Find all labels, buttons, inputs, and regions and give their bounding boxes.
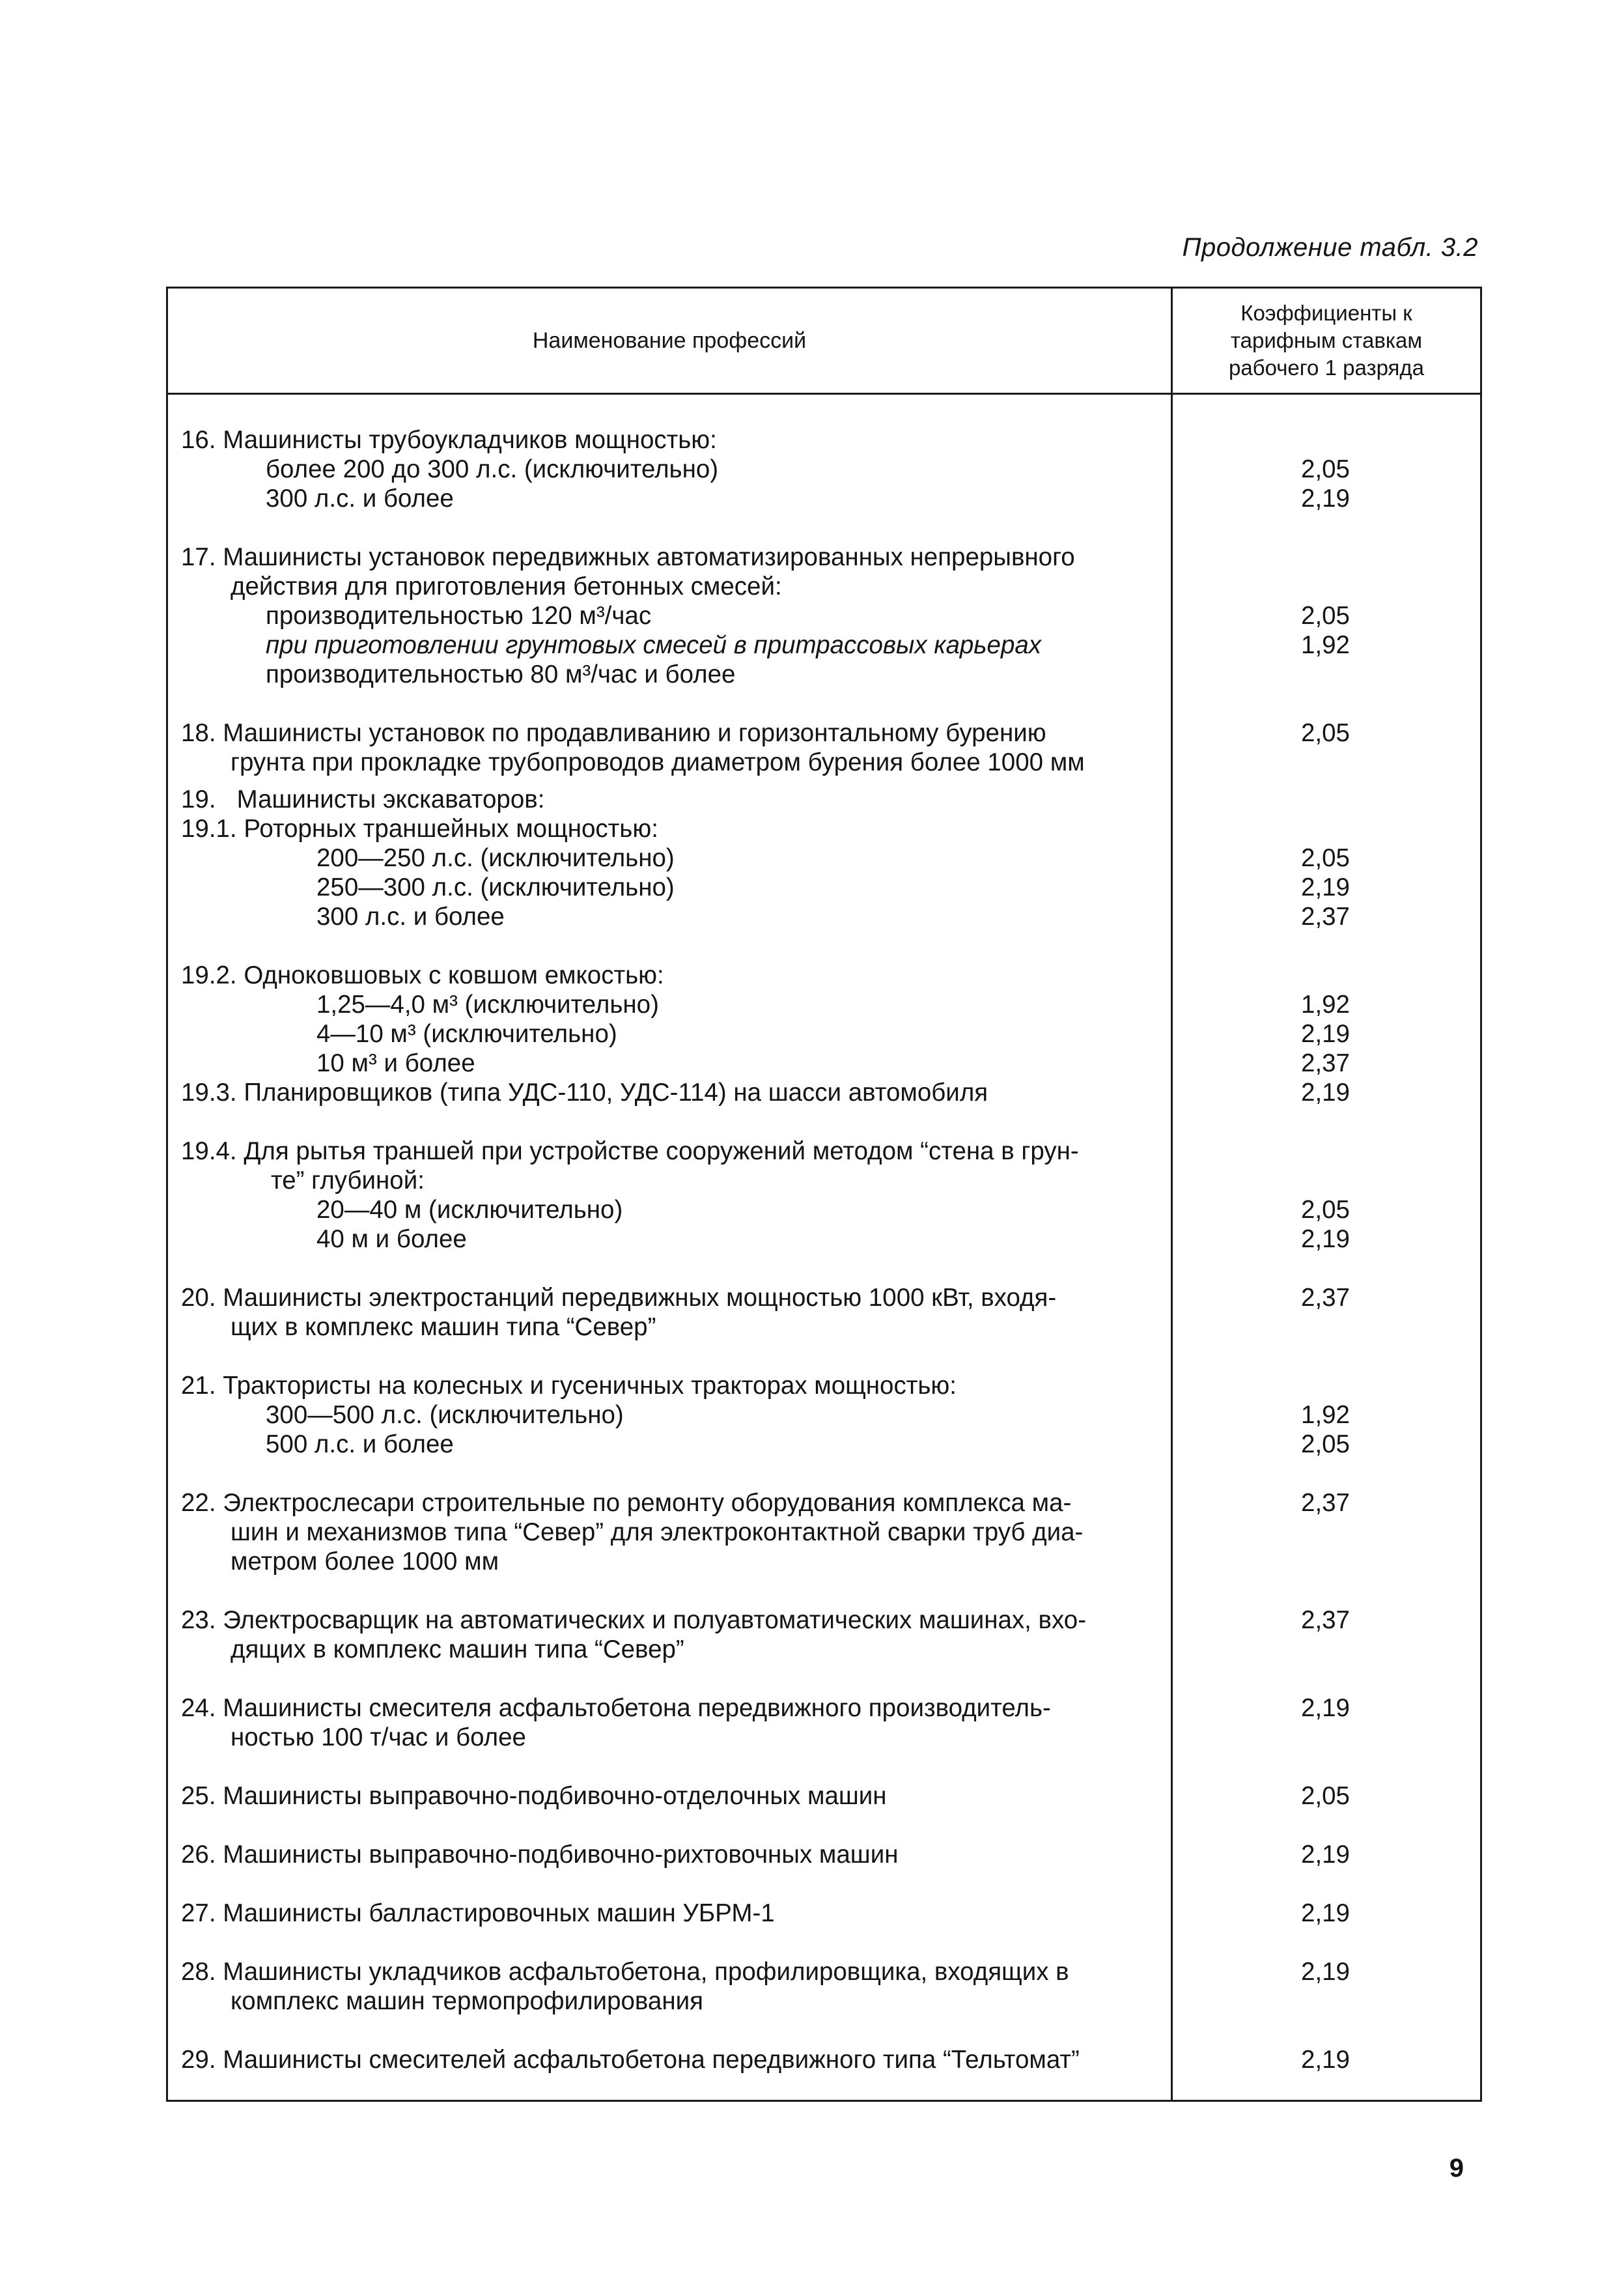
row-line (168, 1840, 1480, 1869)
profession-text (168, 1166, 1171, 1195)
row-line (168, 2045, 1480, 2074)
row-line (168, 1547, 1480, 1576)
coefficient-value (1171, 785, 1480, 814)
item-number: 19.4. (181, 1137, 244, 1165)
item-text: Машинисты электростанций передвижных мощностью 1000 кВт, входя- (223, 1284, 1057, 1312)
item-text: ностью 100 т/час и более (231, 1723, 526, 1751)
row-line (168, 961, 1480, 990)
profession-text (168, 843, 1171, 873)
item-text: 500 л.с. и более (266, 1430, 454, 1458)
row-line (168, 1430, 1480, 1459)
coefficient-value (1171, 748, 1480, 777)
coefficient-value: 2,37 (1301, 1049, 1350, 1077)
profession-text (168, 425, 1171, 455)
coefficient-value (1171, 1166, 1480, 1195)
item-number: 21. (181, 1372, 223, 1400)
item-text: Электрослесари строительные по ремонту оборудования комплекса ма- (223, 1489, 1072, 1517)
item-text: Электросварщик на автоматических и полуавтоматических машинах, вхо- (223, 1606, 1087, 1634)
row-line (168, 1957, 1480, 1986)
item-number: 17. (181, 543, 223, 571)
item-number: 19.3. (181, 1079, 244, 1107)
item-text: Трактористы на колесных и гусеничных тракторах мощностью: (223, 1372, 957, 1400)
item-text: 20—40 м (исключительно) (316, 1196, 623, 1224)
coefficient-value: 2,19 (1301, 873, 1350, 901)
profession-text (168, 1899, 1171, 1928)
profession-text (168, 1723, 1171, 1752)
coefficient-value: 2,37 (1301, 1606, 1350, 1634)
item-number: 27. (181, 1899, 223, 1927)
item-number: 19. (181, 785, 237, 813)
coefficient-value: 2,05 (1301, 1430, 1350, 1458)
column-header-coefficients-line-3: рабочего 1 разряда (1228, 356, 1425, 380)
item-text: метром более 1000 мм (231, 1548, 499, 1576)
coefficient-value: 2,19 (1301, 2046, 1350, 2074)
item-number: 28. (181, 1958, 223, 1986)
item-text: 300—500 л.с. (исключительно) (266, 1401, 624, 1429)
profession-text (168, 1605, 1171, 1635)
row-line (168, 902, 1480, 931)
profession-text (168, 990, 1171, 1019)
table-row (168, 1488, 1480, 1576)
profession-text (168, 814, 1171, 843)
row-line (168, 425, 1480, 455)
item-text: 200—250 л.с. (исключительно) (316, 844, 675, 872)
profession-text (168, 1137, 1171, 1166)
profession-text (168, 1518, 1171, 1547)
coefficient-value (1171, 1518, 1480, 1547)
item-text: Машинисты балластировочных машин УБРМ-1 (223, 1899, 775, 1927)
row-line (168, 601, 1480, 630)
coefficient-value: 2,19 (1301, 1841, 1350, 1869)
profession-text (168, 1371, 1171, 1400)
table-row (168, 543, 1480, 689)
row-line (168, 1019, 1480, 1049)
item-text: 1,25—4,0 м³ (исключительно) (316, 991, 659, 1019)
row-line (168, 1078, 1480, 1107)
item-text: 4—10 м³ (исключительно) (316, 1020, 617, 1048)
item-number: 22. (181, 1489, 223, 1517)
coefficient-value (1171, 961, 1480, 990)
row-line (168, 1986, 1480, 2016)
profession-text (168, 1078, 1171, 1107)
profession-text (168, 1049, 1171, 1078)
coefficient-value: 2,19 (1301, 1958, 1350, 1986)
item-text: 300 л.с. и более (316, 903, 505, 931)
row-line (168, 873, 1480, 902)
profession-text (168, 873, 1171, 902)
item-text: Машинисты установок по продавливанию и горизонтальному бурению (223, 719, 1046, 747)
profession-text (168, 1312, 1171, 1342)
item-text: комплекс машин термопрофилирования (231, 1987, 703, 2015)
table-row (168, 1283, 1480, 1342)
item-text: при приготовлении грунтовых смесей в притрассовых карьерах (266, 631, 1042, 659)
profession-text (168, 1693, 1171, 1723)
coefficient-value: 2,05 (1301, 719, 1350, 747)
coefficient-value: 2,19 (1301, 1020, 1350, 1048)
profession-text (168, 1547, 1171, 1576)
item-text: Машинисты смесителя асфальтобетона передвижного производитель- (223, 1694, 1051, 1722)
row-line (168, 748, 1480, 777)
coefficient-value: 1,92 (1301, 1401, 1350, 1429)
profession-text (168, 1957, 1171, 1986)
coefficient-value: 2,37 (1301, 1489, 1350, 1517)
profession-text (168, 572, 1171, 601)
row-line (168, 814, 1480, 843)
row-line (168, 1224, 1480, 1254)
row-line (168, 1781, 1480, 1811)
coefficient-value (1171, 1312, 1480, 1342)
coefficient-value: 1,92 (1301, 991, 1350, 1019)
coefficient-value: 2,19 (1301, 1694, 1350, 1722)
profession-text (168, 1019, 1171, 1049)
column-header-coefficients (1173, 289, 1480, 393)
table-row (168, 1840, 1480, 1869)
table-row (168, 2045, 1480, 2074)
coefficient-value: 2,19 (1301, 1225, 1350, 1253)
item-text: действия для приготовления бетонных смесей: (231, 572, 782, 601)
coefficient-value: 2,19 (1301, 1899, 1350, 1927)
coefficient-value (1171, 1986, 1480, 2016)
coefficient-value: 2,19 (1301, 1079, 1350, 1107)
item-text: Машинисты смесителей асфальтобетона передвижного типа “Тельтомат” (223, 2046, 1080, 2074)
profession-text (168, 660, 1171, 689)
item-text: дящих в комплекс машин типа “Север” (231, 1635, 684, 1663)
profession-text (168, 630, 1171, 660)
row-line (168, 630, 1480, 660)
item-number: 25. (181, 1782, 223, 1810)
row-line (168, 1899, 1480, 1928)
page-number: 9 (1449, 2154, 1464, 2183)
profession-text (168, 1986, 1171, 2016)
coefficient-value (1171, 1723, 1480, 1752)
item-text: шин и механизмов типа “Север” для электроконтактной сварки труб диа- (231, 1518, 1084, 1546)
coefficient-value: 2,05 (1301, 602, 1350, 630)
profession-text (168, 543, 1171, 572)
column-header-professions: Наименование профессий (532, 328, 807, 353)
profession-text (168, 2045, 1171, 2074)
row-line (168, 572, 1480, 601)
row-line (168, 718, 1480, 748)
profession-text (168, 961, 1171, 990)
profession-text (168, 1430, 1171, 1459)
row-line (168, 1195, 1480, 1224)
item-text: те” глубиной: (271, 1166, 425, 1194)
row-line (168, 1312, 1480, 1342)
table-row (168, 1899, 1480, 1928)
profession-text (168, 1283, 1171, 1312)
item-text: Машинисты трубоукладчиков мощностью: (223, 426, 717, 454)
row-line (168, 484, 1480, 513)
profession-text (168, 1400, 1171, 1430)
coefficient-value (1171, 1137, 1480, 1166)
item-text: Машинисты выправочно-подбивочно-рихтовочных машин (223, 1841, 899, 1869)
coefficient-value (1171, 1635, 1480, 1664)
row-line (168, 455, 1480, 484)
column-header-coefficients-line-1: Коэффициенты к (1240, 301, 1412, 325)
item-number: 20. (181, 1284, 223, 1312)
profession-text (168, 1635, 1171, 1664)
row-line (168, 1605, 1480, 1635)
row-line (168, 660, 1480, 689)
item-text: Машинисты укладчиков асфальтобетона, профилировщика, входящих в (223, 1958, 1069, 1986)
item-text: 10 м³ и более (316, 1049, 475, 1077)
item-text: Планировщиков (типа УДС-110, УДС-114) на шасси автомобиля (244, 1079, 988, 1107)
profession-text (168, 1224, 1171, 1254)
profession-text (168, 1195, 1171, 1224)
table-row (168, 425, 1480, 513)
item-text: Для рытья траншей при устройстве сооружений методом “стена в грун- (244, 1137, 1079, 1165)
row-line (168, 1635, 1480, 1664)
coefficient-value: 1,92 (1301, 631, 1350, 659)
item-text: 300 л.с. и более (266, 485, 454, 513)
table-body (168, 425, 1480, 2074)
coefficient-value: 2,19 (1301, 485, 1350, 513)
item-text: Машинисты экскаваторов: (236, 785, 545, 813)
coefficient-value: 2,05 (1301, 1782, 1350, 1810)
item-text: 250—300 л.с. (исключительно) (316, 873, 675, 901)
item-text: щих в комплекс машин типа “Север” (231, 1313, 656, 1341)
row-line (168, 1400, 1480, 1430)
table-row (168, 1781, 1480, 1811)
coefficient-value: 2,05 (1301, 1196, 1350, 1224)
row-line (168, 1371, 1480, 1400)
profession-text (168, 1840, 1171, 1869)
table-row (168, 1137, 1480, 1254)
item-text: производительностью 80 м³/час и более (266, 660, 736, 688)
table-row (168, 785, 1480, 931)
row-line (168, 543, 1480, 572)
row-line (168, 1693, 1480, 1723)
table-row (168, 1957, 1480, 2016)
row-line (168, 1166, 1480, 1195)
coefficient-value (1171, 425, 1480, 455)
profession-text (168, 1781, 1171, 1811)
coefficient-value (1171, 1547, 1480, 1576)
coefficient-value (1171, 572, 1480, 601)
item-text: более 200 до 300 л.с. (исключительно) (266, 455, 719, 483)
row-line (168, 1137, 1480, 1166)
profession-text (168, 455, 1171, 484)
item-number: 16. (181, 426, 223, 454)
profession-text (168, 1488, 1171, 1518)
item-number: 19.1. (181, 815, 244, 843)
item-number: 26. (181, 1841, 223, 1869)
profession-text (168, 484, 1171, 513)
item-text: 40 м и более (316, 1225, 467, 1253)
item-text: Машинисты установок передвижных автоматизированных непрерывного (223, 543, 1075, 571)
profession-text (168, 902, 1171, 931)
row-line (168, 1723, 1480, 1752)
item-number: 24. (181, 1694, 223, 1722)
item-number: 18. (181, 719, 223, 747)
coefficient-value: 2,05 (1301, 844, 1350, 872)
item-number: 29. (181, 2046, 223, 2074)
coefficient-value (1171, 543, 1480, 572)
row-line (168, 843, 1480, 873)
profession-text (168, 718, 1171, 748)
item-text: производительностью 120 м³/час (266, 602, 652, 630)
profession-text (168, 748, 1171, 777)
profession-coefficient-table (166, 287, 1482, 2102)
row-line (168, 1518, 1480, 1547)
coefficient-value (1171, 814, 1480, 843)
header-divider (168, 393, 1480, 395)
table-caption: Продолжение табл. 3.2 (1182, 233, 1478, 262)
item-text: Роторных траншейных мощностью: (244, 815, 658, 843)
row-line (168, 990, 1480, 1019)
row-line (168, 1283, 1480, 1312)
table-row (168, 1371, 1480, 1459)
table-row (168, 1693, 1480, 1752)
coefficient-value: 2,05 (1301, 455, 1350, 483)
item-text: Одноковшовых с ковшом емкостью: (244, 961, 664, 989)
item-text: Машинисты выправочно-подбивочно-отделочных машин (223, 1782, 887, 1810)
row-line (168, 1488, 1480, 1518)
profession-text (168, 785, 1171, 814)
coefficient-value: 2,37 (1301, 1284, 1350, 1312)
table-row (168, 961, 1480, 1107)
item-number: 23. (181, 1606, 223, 1634)
item-number: 19.2. (181, 961, 244, 989)
row-line (168, 1049, 1480, 1078)
coefficient-value: 2,37 (1301, 903, 1350, 931)
table-row (168, 718, 1480, 777)
coefficient-value (1171, 1371, 1480, 1400)
item-text: грунта при прокладке трубопроводов диаметром бурения более 1000 мм (231, 748, 1085, 776)
row-line (168, 785, 1480, 814)
table-row (168, 1605, 1480, 1664)
coefficient-value (1171, 660, 1480, 689)
profession-text (168, 601, 1171, 630)
column-header-coefficients-line-2: тарифным ставкам (1230, 328, 1423, 352)
